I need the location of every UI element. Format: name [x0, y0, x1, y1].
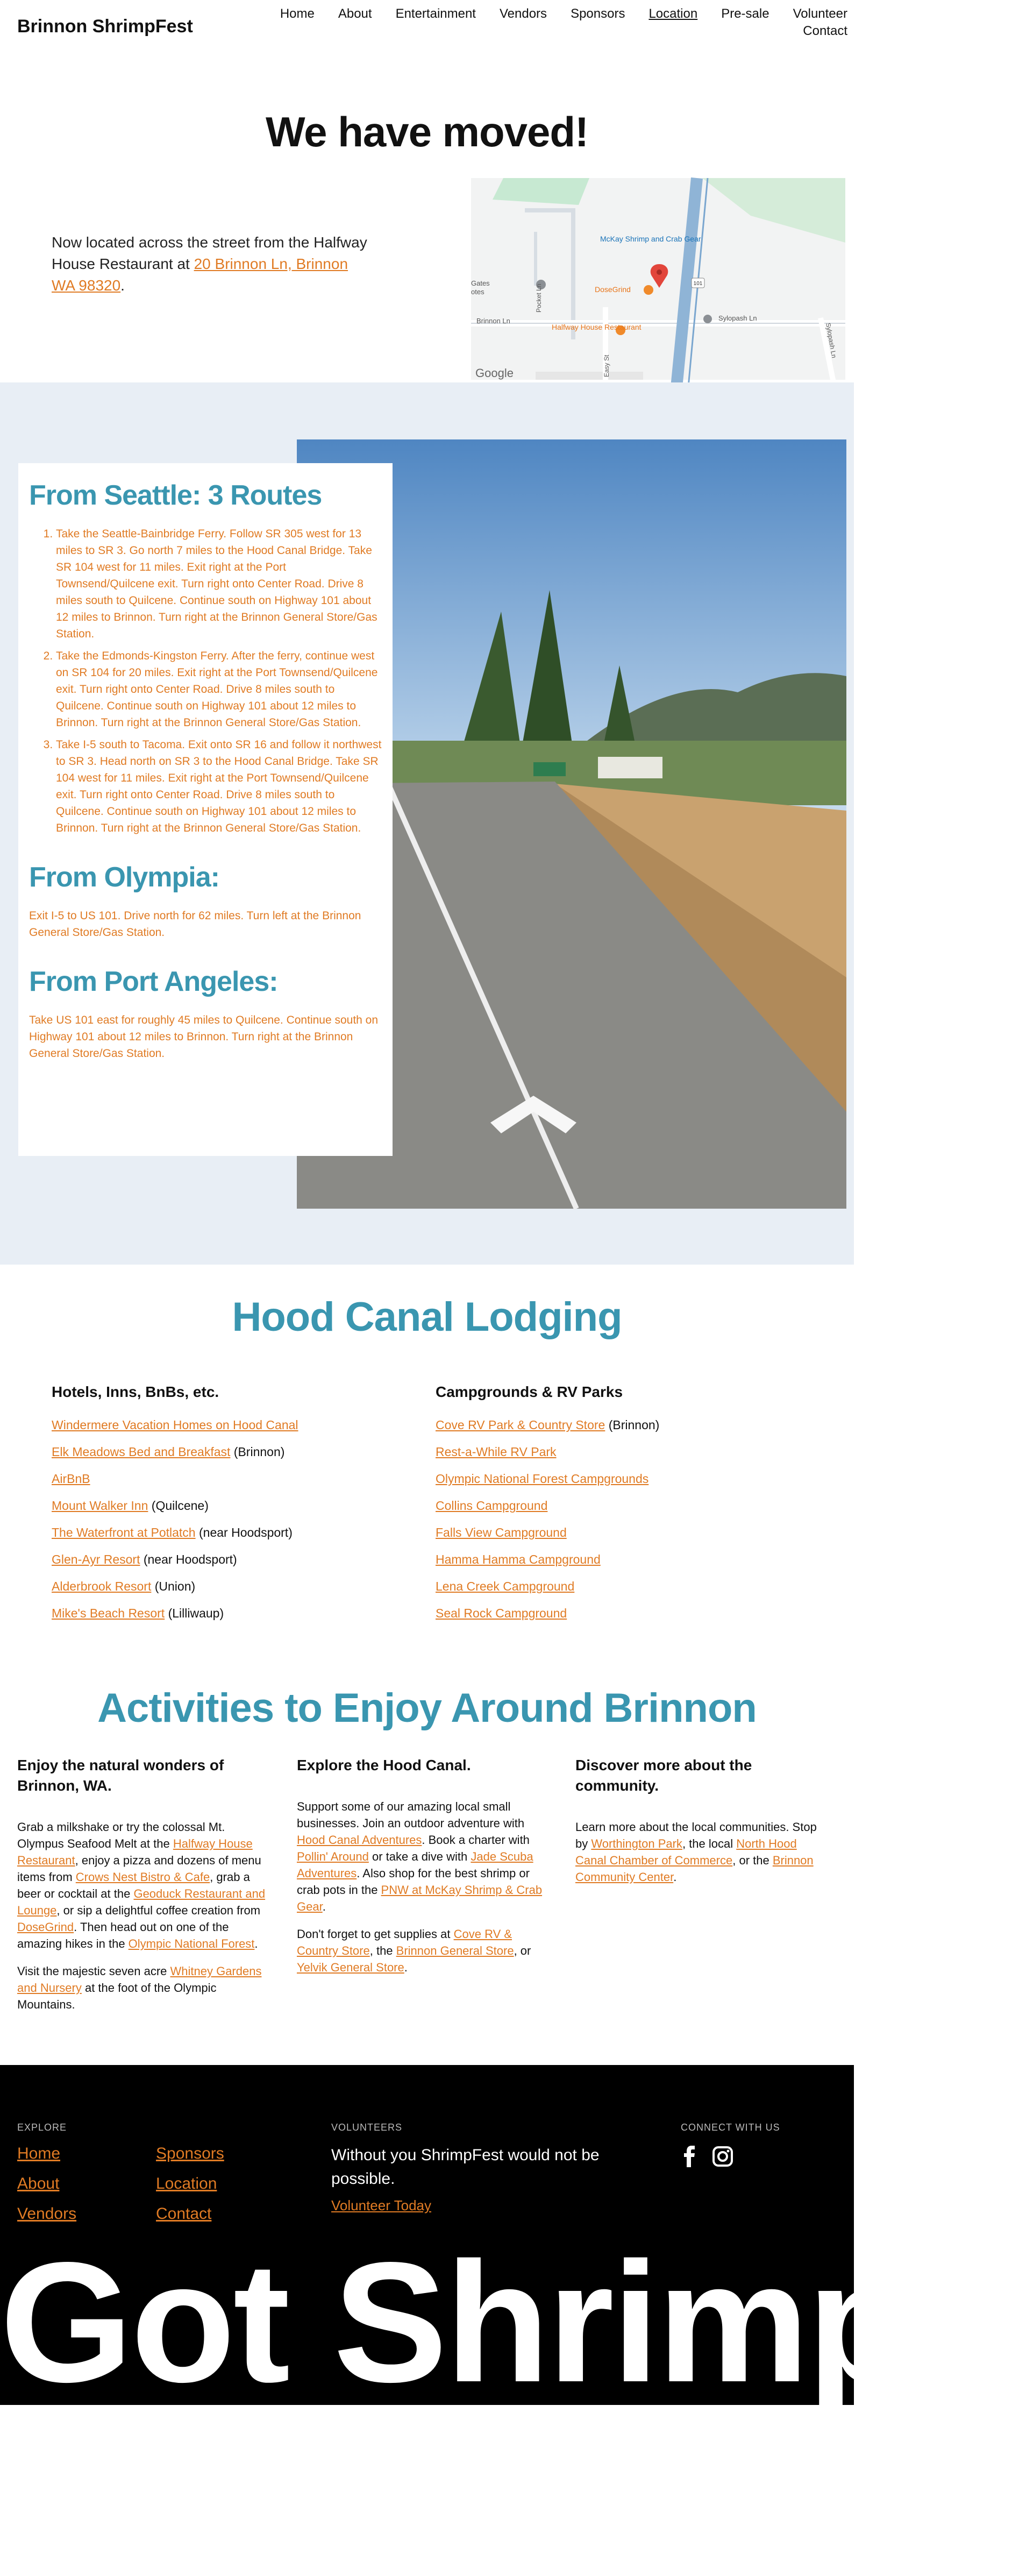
footer-link-location[interactable]: Location [156, 2175, 217, 2192]
activity-link[interactable]: Hood Canal Adventures [297, 1833, 422, 1847]
footer-link-contact[interactable]: Contact [156, 2205, 212, 2223]
campground-link[interactable]: Cove RV Park & Country Store [436, 1418, 605, 1432]
campground-item [436, 1444, 758, 1460]
activity-text: . Book a charter with [422, 1833, 530, 1847]
svg-text:Gates: Gates [471, 279, 490, 287]
campground-item [436, 1578, 758, 1594]
moved-text [52, 232, 374, 296]
svg-text:Sylopash Ln: Sylopash Ln [718, 314, 757, 322]
activity-link[interactable]: Worthington Park [591, 1837, 682, 1850]
activity-text: , enjoy a pizza and dozens of menu items from [17, 1854, 261, 1884]
activity-link[interactable]: Halfway House Restaurant [17, 1837, 253, 1867]
hotel-link[interactable]: Glen-Ayr Resort [52, 1552, 140, 1566]
hotel-link[interactable]: Mount Walker Inn [52, 1499, 148, 1513]
activity-text: . Then head out on one of the amazing hikes in the [17, 1920, 229, 1950]
svg-text:DoseGrind: DoseGrind [595, 285, 631, 294]
hotel-item [52, 1605, 374, 1621]
activities-section [0, 1731, 854, 2065]
campground-item [436, 1605, 758, 1621]
main-nav [234, 6, 847, 39]
hotel-item [52, 1498, 374, 1514]
activities-heading: Explore the Hood Canal. [297, 1757, 471, 1773]
campground-link[interactable]: Lena Creek Campground [436, 1579, 575, 1593]
footer-links [17, 2145, 297, 2223]
svg-text:Pocket Ln: Pocket Ln [535, 283, 543, 313]
directions-section [0, 382, 854, 1265]
activity-link[interactable]: Pollin' Around [297, 1850, 369, 1863]
activity-link[interactable]: Olympic National Forest [128, 1937, 255, 1950]
hotel-location-note: (near Hoodsport) [195, 1525, 293, 1539]
activity-text: Learn more about the local communities. Stop by [575, 1820, 817, 1850]
activity-text: , grab a beer or cocktail at the [17, 1870, 250, 1900]
activity-link[interactable]: Cove RV & Country Store [297, 1927, 512, 1957]
activities-paragraph [297, 1926, 550, 1976]
seattle-title: From Seattle: 3 Routes [29, 480, 322, 511]
campground-link[interactable]: Rest-a-While RV Park [436, 1445, 557, 1459]
route-item: 2. Take the Edmonds-Kingston Ferry. After the ferry, continue west on SR 104 for 20 miles. Exit right at the Port Townsend/Quilcene exit. Turn right onto Center Road. Drive 8 miles south to Quilcene. Continue south on Highway 101 about 12 miles to Brinnon. Turn right at the Brinnon General Store/Gas Station. [56, 648, 382, 731]
campground-item [436, 1551, 758, 1567]
activity-text: . [673, 1870, 677, 1884]
got-shrimp-banner: Got Shrimp? [0, 2227, 1012, 2418]
volunteers-text: Without you ShrimpFest would not be possible. [331, 2146, 600, 2188]
activity-text: Grab a milkshake or try the colossal Mt. Olympus Seafood Melt at the [17, 1820, 225, 1850]
activity-text: at the foot of the Olympic Mountains. [17, 1981, 217, 2011]
campground-item [436, 1471, 758, 1487]
activities-paragraph [297, 1798, 550, 1915]
svg-text:Halfway House Restaurant: Halfway House Restaurant [552, 323, 642, 331]
activity-text: . Also shop for the best shrimp or crab pots in the [297, 1867, 530, 1897]
port-angeles-text: Take US 101 east for roughly 45 miles to Quilcene. Continue south on Highway 101 about 12 miles to Brinnon. Turn right at the Brinnon General Store/Gas Station. [29, 1014, 379, 1060]
hotel-item [52, 1417, 374, 1433]
campgrounds-heading: Campgrounds & RV Parks [436, 1383, 623, 1400]
svg-text:Easy St: Easy St [603, 354, 610, 377]
hotel-location-note: (Quilcene) [148, 1499, 209, 1513]
footer-link-home[interactable]: Home [17, 2145, 61, 2162]
volunteers-label: VOLUNTEERS [331, 2122, 403, 2133]
nav-location[interactable]: Location [648, 6, 698, 21]
nav-vendors[interactable]: Vendors [499, 6, 547, 21]
activities-column-nature [17, 1755, 270, 2024]
activity-text: , or sip a delightful coffee creation from [56, 1904, 261, 1917]
campground-link[interactable]: Collins Campground [436, 1499, 548, 1513]
activity-link[interactable]: Brinnon General Store [396, 1944, 514, 1957]
hotel-location-note: (Brinnon) [230, 1445, 285, 1459]
activity-link[interactable]: Yelvik General Store [297, 1961, 404, 1974]
svg-text:101: 101 [693, 281, 703, 287]
social-links [682, 2146, 733, 2170]
activity-link[interactable]: Jade Scuba Adventures [297, 1850, 533, 1880]
nav-entertainment[interactable]: Entertainment [395, 6, 476, 21]
nav-contact[interactable]: Contact [803, 24, 847, 38]
seattle-routes-list [29, 526, 382, 836]
site-footer [0, 2065, 1012, 2418]
instagram-icon[interactable] [712, 2146, 733, 2170]
hotel-link[interactable]: Mike's Beach Resort [52, 1606, 165, 1620]
hotel-link[interactable]: The Waterfront at Potlatch [52, 1525, 196, 1539]
nav-sponsors[interactable]: Sponsors [571, 6, 625, 21]
campground-item [436, 1498, 758, 1514]
route-item: 3. Take I-5 south to Tacoma. Exit onto SR 16 and follow it northwest to SR 3. Head north on SR 3 to the Hood Canal Bridge. Take SR 104 west for 11 miles. Exit right at the Port Townsend/Quilcene exit. Turn right onto Center Road. Drive 8 miles south to Quilcene. Continue south on Highway 101 about 12 miles to Brinnon. Turn right at the Brinnon General Store/Gas Station. [56, 736, 382, 836]
address-link[interactable]: 20 Brinnon Ln, Brinnon WA 98320 [52, 256, 348, 294]
moved-text-prefix: Now located across the street from the Halfway House Restaurant at [52, 234, 367, 272]
hotel-item [52, 1524, 374, 1541]
footer-link-about[interactable]: About [17, 2175, 60, 2192]
activity-link[interactable]: PNW at McKay Shrimp & Crab Gear [297, 1883, 543, 1913]
hotels-column [52, 1383, 374, 1632]
activity-text: Visit the majestic seven acre [17, 1964, 170, 1978]
hotel-location-note: (near Hoodsport) [140, 1552, 237, 1566]
svg-text:Sylopash Ln: Sylopash Ln [824, 322, 838, 359]
activity-text: Don't forget to get supplies at [297, 1927, 454, 1941]
campground-item [436, 1524, 758, 1541]
site-header [0, 0, 854, 75]
hotel-link[interactable]: AirBnB [52, 1472, 90, 1486]
hotels-heading: Hotels, Inns, BnBs, etc. [52, 1383, 219, 1400]
hotel-link[interactable]: Alderbrook Resort [52, 1579, 152, 1593]
volunteer-today-link[interactable]: Volunteer Today [331, 2197, 431, 2213]
activities-paragraph [17, 1819, 270, 1952]
activity-text: or take a dive with [368, 1850, 471, 1863]
campground-location-note: (Brinnon) [605, 1418, 660, 1432]
olympia-title: From Olympia: [29, 862, 219, 893]
svg-text:otes: otes [471, 288, 484, 296]
activity-text: . [404, 1961, 408, 1974]
port-angeles-title: From Port Angeles: [29, 966, 278, 997]
hotel-link[interactable]: Windermere Vacation Homes on Hood Canal [52, 1418, 298, 1432]
directions-card [18, 463, 393, 1156]
hotels-list [52, 1417, 374, 1621]
campground-link[interactable]: Seal Rock Campground [436, 1606, 567, 1620]
activity-text: , or the [732, 1854, 773, 1867]
campground-link[interactable]: Olympic National Forest Campgrounds [436, 1472, 649, 1486]
lodging-section [0, 1340, 854, 1642]
hotel-location-note: (Union) [151, 1579, 196, 1593]
footer-link-vendors[interactable]: Vendors [17, 2205, 77, 2223]
svg-text:Brinnon Ln: Brinnon Ln [476, 317, 510, 325]
activity-text: , or [514, 1944, 531, 1957]
campground-link[interactable]: Falls View Campground [436, 1525, 567, 1539]
activity-link[interactable]: Brinnon Community Center [575, 1854, 814, 1884]
activity-text: Support some of our amazing local small businesses. Join an outdoor adventure with [297, 1800, 525, 1830]
hotel-location-note: (Lilliwaup) [165, 1606, 224, 1620]
svg-text:McKay Shrimp and Crab Gear: McKay Shrimp and Crab Gear [600, 235, 701, 243]
footer-link-sponsors[interactable]: Sponsors [156, 2145, 224, 2162]
activities-column-community [575, 1755, 828, 1896]
svg-text:Google: Google [475, 366, 514, 380]
activities-paragraph [575, 1819, 828, 1885]
activity-text: . [254, 1937, 258, 1950]
moved-section [0, 157, 854, 380]
activity-link[interactable]: DoseGrind [17, 1920, 74, 1934]
activity-link[interactable]: Geoduck Restaurant and Lounge [17, 1887, 266, 1917]
hotel-item [52, 1578, 374, 1594]
lodging-title: Hood Canal Lodging [232, 1294, 622, 1340]
moved-title: We have moved! [265, 108, 589, 155]
campgrounds-column [436, 1383, 758, 1632]
campground-link[interactable]: Hamma Hamma Campground [436, 1552, 601, 1566]
nav-about[interactable]: About [338, 6, 372, 21]
nav-presale[interactable]: Pre-sale [721, 6, 769, 21]
hotel-item [52, 1444, 374, 1460]
nav-volunteer[interactable]: Volunteer [793, 6, 847, 21]
activities-paragraph [17, 1963, 270, 2013]
activities-heading: Discover more about the community. [575, 1757, 752, 1794]
activity-text: . [322, 1900, 326, 1913]
hotel-item [52, 1551, 374, 1567]
hotel-item [52, 1471, 374, 1487]
activities-heading: Enjoy the natural wonders of Brinnon, WA. [17, 1757, 224, 1794]
activity-link[interactable]: North Hood Canal Chamber of Commerce [575, 1837, 797, 1867]
explore-label: EXPLORE [17, 2122, 67, 2133]
hotel-link[interactable]: Elk Meadows Bed and Breakfast [52, 1445, 231, 1459]
activities-column-hood-canal [297, 1755, 550, 1986]
facebook-icon[interactable] [682, 2146, 698, 2170]
olympia-text: Exit I-5 to US 101. Drive north for 62 miles. Turn left at the Brinnon General Store/Gas Station. [29, 910, 361, 939]
route-item: 1. Take the Seattle-Bainbridge Ferry. Follow SR 305 west for 13 miles to SR 3. Go north 7 miles to the Hood Canal Bridge. Take SR 104 west for 11 miles. Exit right at the Port Townsend/Quilcene exit. Turn right onto Center Road. Drive 8 miles south to Quilcene. Continue south on Highway 101 about 12 miles to Brinnon. Turn right at the Brinnon General Store/Gas Station. [56, 526, 382, 642]
moved-text-suffix: . [120, 277, 125, 294]
activity-text: , the local [682, 1837, 737, 1850]
campgrounds-list [436, 1417, 758, 1621]
activities-title: Activities to Enjoy Around Brinnon [97, 1685, 757, 1731]
activity-link[interactable]: Crows Nest Bistro & Cafe [75, 1870, 210, 1884]
activity-link[interactable]: Whitney Gardens and Nursery [17, 1964, 262, 1995]
activity-text: , the [369, 1944, 396, 1957]
connect-label: CONNECT WITH US [681, 2122, 780, 2133]
nav-home[interactable]: Home [280, 6, 315, 21]
campground-item [436, 1417, 758, 1433]
location-map[interactable] [471, 178, 845, 399]
site-brand[interactable]: Brinnon ShrimpFest [17, 16, 193, 37]
